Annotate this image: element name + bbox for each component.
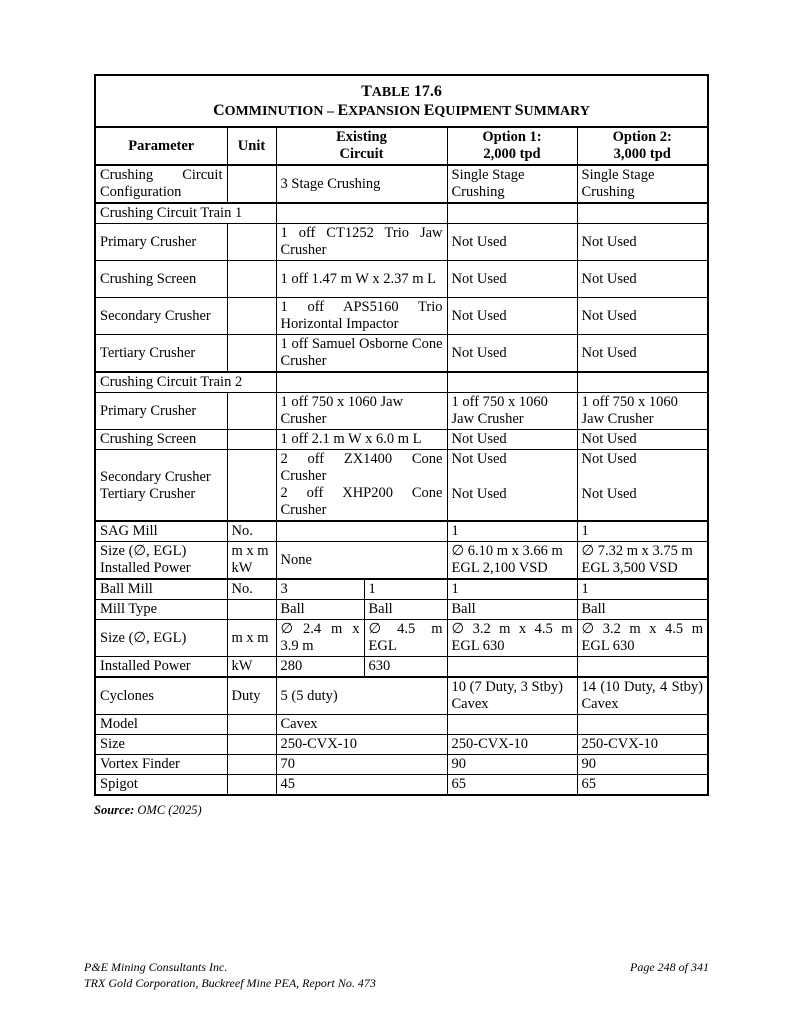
table-row: [95, 521, 708, 542]
option1-cell: 90: [447, 755, 577, 775]
table-row: [95, 600, 708, 620]
param-cell: Crushing Circuit Configuration: [95, 165, 227, 203]
header-parameter: Parameter: [95, 127, 227, 165]
option2-cell: Not Used: [577, 335, 708, 373]
option1-cell: 65: [447, 775, 577, 796]
existing-cell: 250-CVX-10: [276, 735, 447, 755]
option1-cell: [447, 657, 577, 678]
header-unit: Unit: [227, 127, 276, 165]
option1-cell: ∅ 3.2 m x 4.5 m EGL 630: [447, 620, 577, 657]
param-cell: Size (∅, EGL) Installed Power: [95, 542, 227, 580]
param-cell: Ball Mill: [95, 579, 227, 600]
footer-report: TRX Gold Corporation, Buckreef Mine PEA, Report No. 473: [84, 976, 376, 990]
param-cell: Vortex Finder: [95, 755, 227, 775]
table-row: [95, 715, 708, 735]
table-row: [95, 657, 708, 678]
existing-cell: 1 off 1.47 m W x 2.37 m L: [276, 261, 447, 298]
existing-b-cell: Ball: [364, 600, 447, 620]
table-row: [95, 335, 708, 373]
option2-cell: [577, 715, 708, 735]
param-cell: Size: [95, 735, 227, 755]
header-option-1: Option 1: 2,000 tpd: [447, 127, 577, 165]
option1-cell: Not Used: [447, 261, 577, 298]
table-row: [95, 165, 708, 203]
unit-cell: [227, 715, 276, 735]
option2-cell: 1: [577, 521, 708, 542]
existing-cell: 1 off 2.1 m W x 6.0 m L: [276, 430, 447, 450]
existing-cell: 3 Stage Crushing: [276, 165, 447, 203]
table-row: [95, 735, 708, 755]
option2-cell: ∅ 3.2 m x 4.5 m EGL 630: [577, 620, 708, 657]
unit-cell: [227, 165, 276, 203]
param-cell: Cyclones: [95, 677, 227, 715]
unit-cell: [227, 755, 276, 775]
existing-cell: None: [276, 542, 447, 580]
unit-cell: m x m: [227, 620, 276, 657]
option2-cell: Ball: [577, 600, 708, 620]
option2-cell: Not Used Not Used: [577, 450, 708, 522]
existing-cell: 1 off APS5160 Trio Horizontal Impactor: [276, 298, 447, 335]
option2-cell: 250-CVX-10: [577, 735, 708, 755]
unit-cell: [227, 735, 276, 755]
unit-cell: kW: [227, 657, 276, 678]
option1-cell: Not Used Not Used: [447, 450, 577, 522]
option1-cell: 250-CVX-10: [447, 735, 577, 755]
option1-cell: Not Used: [447, 430, 577, 450]
table-row: [95, 450, 708, 522]
table-row: [95, 775, 708, 796]
existing-cell: 1 off Samuel Osborne Cone Crusher: [276, 335, 447, 373]
option2-cell: Not Used: [577, 261, 708, 298]
param-cell: Installed Power: [95, 657, 227, 678]
option2-cell: Not Used: [577, 224, 708, 261]
table-row: [95, 224, 708, 261]
param-cell: Model: [95, 715, 227, 735]
unit-cell: [227, 600, 276, 620]
section-row-train-2: [95, 372, 708, 393]
option2-cell: [577, 657, 708, 678]
table-subtitle: COMMINUTION – EXPANSION EQUIPMENT SUMMARY: [213, 102, 590, 119]
option2-cell: ∅ 7.32 m x 3.75 m EGL 3,500 VSD: [577, 542, 708, 580]
source-label: Source:: [94, 803, 135, 817]
existing-a-cell: 280: [276, 657, 364, 678]
param-cell: Primary Crusher: [95, 224, 227, 261]
param-cell: Tertiary Crusher: [95, 335, 227, 373]
param-cell: Spigot: [95, 775, 227, 796]
existing-cell: Cavex: [276, 715, 447, 735]
existing-cell: [276, 521, 447, 542]
section-label: Crushing Circuit Train 1: [95, 203, 276, 224]
existing-cell: 2 off ZX1400 Cone Crusher 2 off XHP200 Cone Crusher: [276, 450, 447, 522]
option1-cell: 1: [447, 521, 577, 542]
existing-cell: 5 (5 duty): [276, 677, 447, 715]
equipment-summary-table: [94, 74, 709, 796]
param-cell: Mill Type: [95, 600, 227, 620]
table-row: [95, 755, 708, 775]
page-footer: [84, 959, 709, 991]
option2-cell: 1: [577, 579, 708, 600]
param-cell: Crushing Screen: [95, 261, 227, 298]
option1-cell: 1 off 750 x 1060 Jaw Crusher: [447, 393, 577, 430]
param-cell: SAG Mill: [95, 521, 227, 542]
option2-cell: 1 off 750 x 1060 Jaw Crusher: [577, 393, 708, 430]
table-row: [95, 542, 708, 580]
unit-cell: No.: [227, 521, 276, 542]
table-row: [95, 261, 708, 298]
table-row: [95, 579, 708, 600]
header-row: [95, 127, 708, 165]
source-text: OMC (2025): [134, 803, 202, 817]
option2-cell: 65: [577, 775, 708, 796]
table-row: [95, 298, 708, 335]
existing-cell: 1 off 750 x 1060 Jaw Crusher: [276, 393, 447, 430]
footer-page-number: Page 248 of 341: [630, 960, 709, 974]
option2-cell: 90: [577, 755, 708, 775]
unit-cell: m x m kW: [227, 542, 276, 580]
unit-cell: [227, 775, 276, 796]
existing-b-cell: 630: [364, 657, 447, 678]
table-row: [95, 430, 708, 450]
existing-a-cell: Ball: [276, 600, 364, 620]
table-row: [95, 620, 708, 657]
footer-company: P&E Mining Consultants Inc.: [84, 960, 228, 974]
header-existing: Existing Circuit: [276, 127, 447, 165]
table-row: [95, 393, 708, 430]
option2-cell: Single Stage Crushing: [577, 165, 708, 203]
param-cell: Secondary Crusher: [95, 298, 227, 335]
header-option-2: Option 2: 3,000 tpd: [577, 127, 708, 165]
table-row: [95, 677, 708, 715]
param-cell: Secondary Crusher Tertiary Crusher: [95, 450, 227, 522]
table-title: TABLE 17.6 COMMINUTION – EXPANSION EQUIPMENT SUMMARY: [95, 75, 708, 127]
option1-cell: Not Used: [447, 298, 577, 335]
param-cell: Primary Crusher: [95, 393, 227, 430]
existing-cell: 45: [276, 775, 447, 796]
param-cell: Size (∅, EGL): [95, 620, 227, 657]
option1-cell: Not Used: [447, 224, 577, 261]
existing-cell: 70: [276, 755, 447, 775]
section-row-train-1: [95, 203, 708, 224]
option2-cell: Not Used: [577, 430, 708, 450]
unit-cell: No.: [227, 579, 276, 600]
param-cell: Crushing Screen: [95, 430, 227, 450]
source-note: [94, 803, 202, 818]
section-label: Crushing Circuit Train 2: [95, 372, 276, 393]
unit-cell: Duty: [227, 677, 276, 715]
option1-cell: Not Used: [447, 335, 577, 373]
existing-a-cell: ∅ 2.4 m x 3.9 m: [276, 620, 364, 657]
option2-cell: 14 (10 Duty, 4 Stby) Cavex: [577, 677, 708, 715]
option2-cell: Not Used: [577, 298, 708, 335]
option1-cell: [447, 715, 577, 735]
existing-b-cell: ∅ 4.5 m EGL: [364, 620, 447, 657]
option1-cell: Ball: [447, 600, 577, 620]
existing-cell: 1 off CT1252 Trio Jaw Crusher: [276, 224, 447, 261]
option1-cell: ∅ 6.10 m x 3.66 m EGL 2,100 VSD: [447, 542, 577, 580]
option1-cell: 1: [447, 579, 577, 600]
existing-a-cell: 3: [276, 579, 364, 600]
option1-cell: 10 (7 Duty, 3 Stby) Cavex: [447, 677, 577, 715]
existing-b-cell: 1: [364, 579, 447, 600]
option1-cell: Single Stage Crushing: [447, 165, 577, 203]
